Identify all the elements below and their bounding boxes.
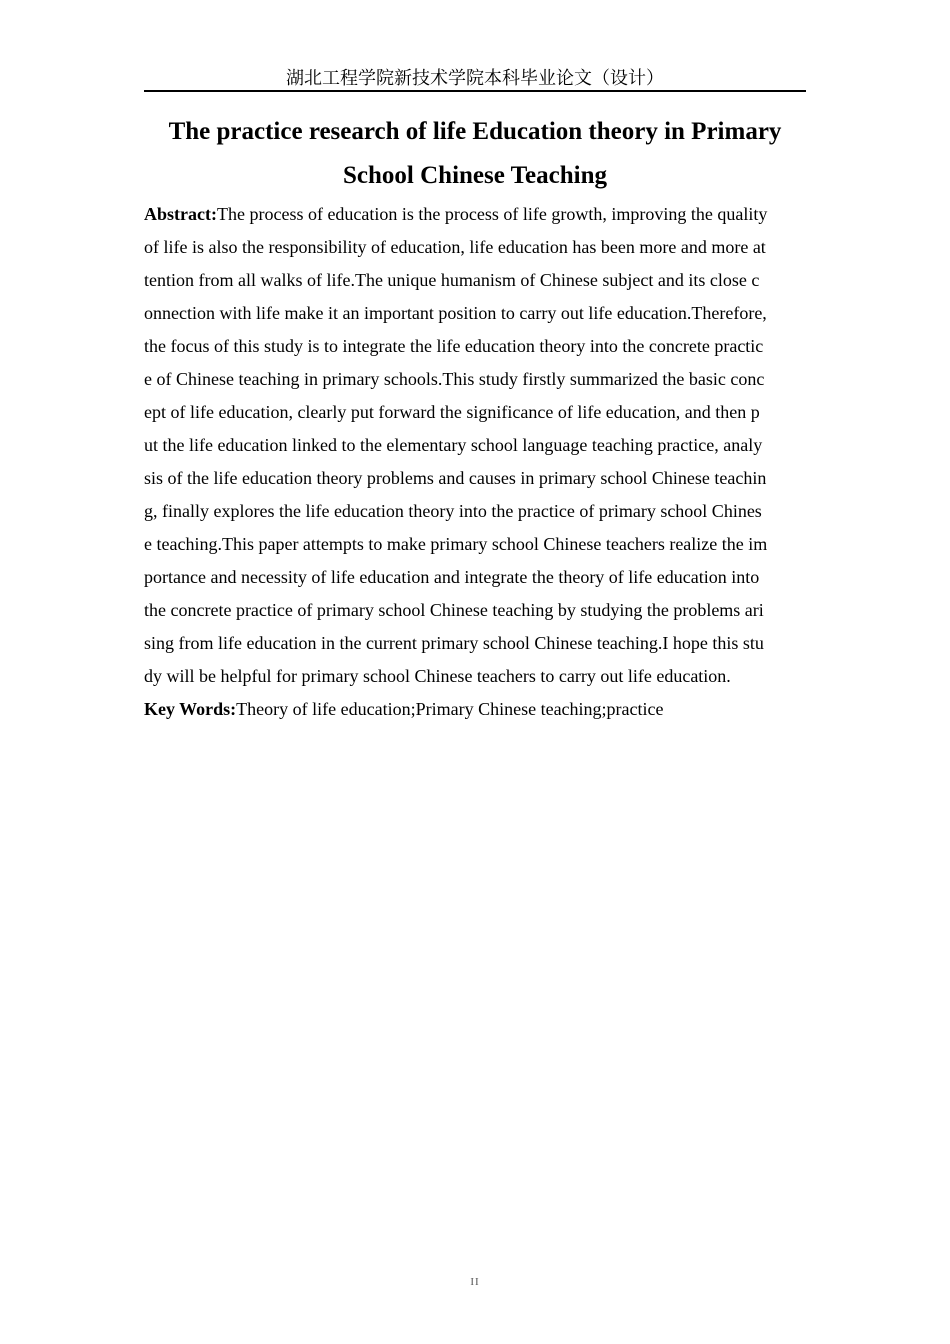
header-text: 湖北工程学院新技术学院本科毕业论文（设计） <box>286 68 664 89</box>
keywords-label: Key Words: <box>144 699 237 719</box>
abstract-line: portance and necessity of life education and integrate the theory of life education into <box>144 567 760 587</box>
abstract-line: onnection with life make it an important position to carry out life education.Therefore, <box>144 303 767 323</box>
abstract-line: the focus of this study is to integrate the life education theory into the concrete practic <box>144 336 764 356</box>
abstract-section <box>144 198 807 726</box>
abstract-label: Abstract: <box>144 204 217 224</box>
abstract-line: e of Chinese teaching in primary schools.This study firstly summarized the basic conc <box>144 369 765 389</box>
abstract-line: sis of the life education theory problems and causes in primary school Chinese teachin <box>144 468 767 488</box>
paper-title <box>144 110 806 198</box>
abstract-line: ept of life education, clearly put forward the significance of life education, and then p <box>144 402 760 422</box>
abstract-line: g, finally explores the life education theory into the practice of primary school Chines <box>144 501 762 521</box>
abstract-line: e teaching.This paper attempts to make primary school Chinese teachers realize the im <box>144 534 768 554</box>
abstract-text: The process of education is the process of life growth, improving the quality <box>216 204 768 224</box>
page-number: II <box>470 1276 480 1288</box>
title-line-1: The practice research of life Education theory in Primary <box>168 118 782 145</box>
title-line-2: School Chinese Teaching <box>343 162 607 189</box>
page-header <box>144 64 806 92</box>
abstract-line: sing from life education in the current primary school Chinese teaching.I hope this stu <box>144 633 764 653</box>
abstract-line: dy will be helpful for primary school Chinese teachers to carry out life education. <box>144 666 731 686</box>
keywords-text: Theory of life education;Primary Chinese teaching;practice <box>236 699 664 719</box>
abstract-line: ut the life education linked to the elementary school language teaching practice, analy <box>144 435 763 455</box>
keywords-line <box>144 693 807 726</box>
abstract-line <box>144 198 807 231</box>
abstract-line: tention from all walks of life.The unique humanism of Chinese subject and its close c <box>144 270 760 290</box>
abstract-line: of life is also the responsibility of education, life education has been more and more at <box>144 237 766 257</box>
abstract-line: the concrete practice of primary school Chinese teaching by studying the problems ari <box>144 600 764 620</box>
